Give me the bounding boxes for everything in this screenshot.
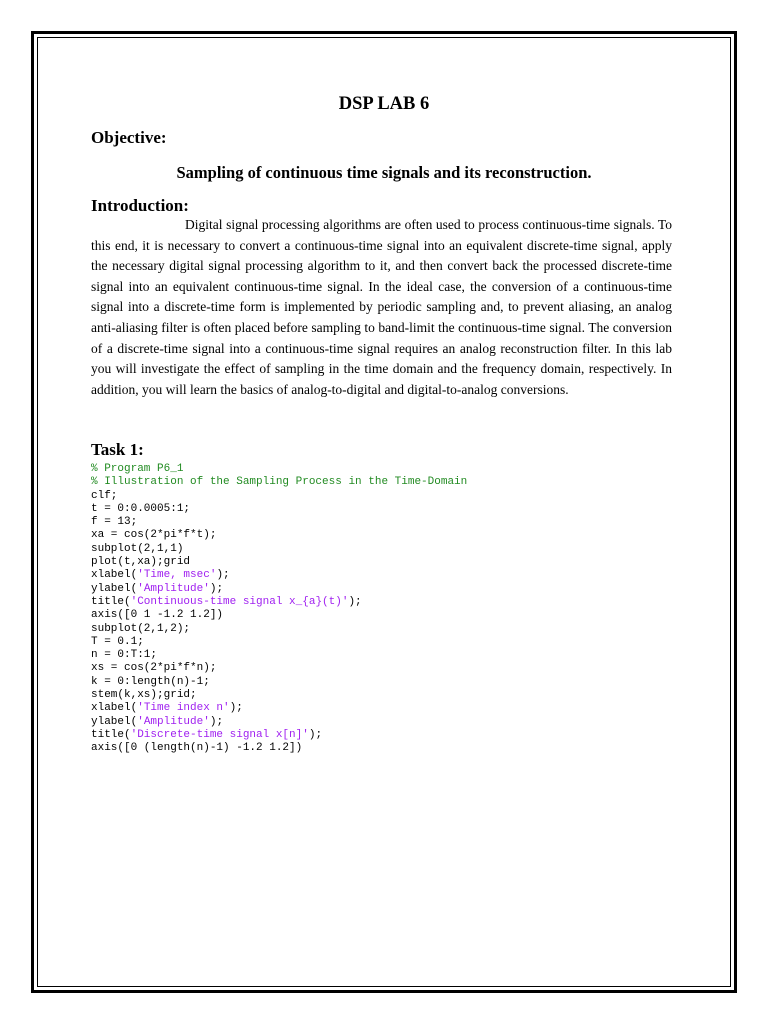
code-line <box>91 742 467 755</box>
code-text: subplot(2,1,1) <box>91 542 184 555</box>
task1-heading: Task 1: <box>91 440 144 459</box>
code-line <box>91 636 467 649</box>
code-text: axis([0 (length(n)-1) -1.2 1.2]) <box>91 742 303 755</box>
code-string: 'Time index n' <box>137 702 230 715</box>
code-listing <box>91 463 467 756</box>
code-line <box>91 662 467 675</box>
code-text: stem(k,xs);grid; <box>91 689 197 702</box>
introduction-paragraph <box>91 215 672 400</box>
code-line <box>91 729 467 742</box>
code-text: ylabel( <box>91 715 138 728</box>
code-text: xlabel( <box>91 702 138 715</box>
code-line <box>91 476 467 489</box>
code-string: 'Amplitude' <box>137 715 210 728</box>
code-text: xs = cos(2*pi*f*n); <box>91 662 217 675</box>
code-line <box>91 609 467 622</box>
code-line <box>91 702 467 715</box>
code-line <box>91 490 467 503</box>
code-string: 'Time, msec' <box>137 569 217 582</box>
code-text: ); <box>209 715 224 728</box>
code-line <box>91 543 467 556</box>
code-text: title( <box>91 595 131 608</box>
code-line <box>91 516 467 529</box>
code-text: ); <box>216 569 230 582</box>
code-line <box>91 676 467 689</box>
code-text: subplot(2,1,2); <box>91 622 191 635</box>
code-line <box>91 689 467 702</box>
code-text: plot(t,xa);grid <box>91 556 191 569</box>
code-line <box>91 623 467 636</box>
code-string: 'Continuous-time signal x_{a}(t)' <box>130 595 349 608</box>
code-text: ); <box>348 595 362 608</box>
code-line <box>91 463 467 476</box>
code-text: ); <box>308 728 323 741</box>
objective-text: Sampling of continuous time signals and its reconstruction. <box>176 163 592 182</box>
code-text: k = 0:length(n)-1; <box>91 675 210 688</box>
code-text: T = 0.1; <box>91 635 144 648</box>
code-text: ); <box>209 582 224 595</box>
code-string: 'Discrete-time signal x[n]' <box>130 728 309 741</box>
introduction-text: Digital signal processing algorithms are often used to process continuous-time signals. To this end, it is necessary to convert a continuous-time signal into an equivalent discrete-time signal, apply the necessary digital signal processing algorithm to it, and then convert back the processed discrete-time signal into an equivalent continuous-time signal. In the ideal case, the conversion of a continuous-time signal into a discrete-time form is implemented by periodic sampling and, to prevent aliasing, an analog anti-aliasing filter is often placed before sampling to band-limit the continuous-time signal. The conversion of a discrete-time signal into a continuous-time signal requires an analog reconstruction filter. In this lab you will investigate the effect of sampling in the time domain and the frequency domain, respectively. In addition, you will learn the basics of analog-to-digital and digital-to-analog conversions. <box>91 217 672 397</box>
code-text: ylabel( <box>91 582 138 595</box>
code-text: t = 0:0.0005:1; <box>91 502 191 515</box>
code-text: clf; <box>91 489 118 502</box>
code-line <box>91 503 467 516</box>
code-line <box>91 649 467 662</box>
code-line <box>91 716 467 729</box>
code-text: axis([0 1 -1.2 1.2]) <box>91 609 224 622</box>
page-title: DSP LAB 6 <box>338 94 430 114</box>
code-text: xa = cos(2*pi*f*t); <box>91 529 217 542</box>
introduction-heading: Introduction: <box>91 196 189 215</box>
code-line <box>91 569 467 582</box>
code-text: xlabel( <box>91 569 138 582</box>
code-text: f = 13; <box>91 516 138 529</box>
objective-heading: Objective: <box>91 128 167 147</box>
code-string: 'Amplitude' <box>137 582 210 595</box>
code-line <box>91 556 467 569</box>
code-text: title( <box>91 728 131 741</box>
code-comment: % Illustration of the Sampling Process in the Time-Domain <box>91 476 468 489</box>
code-line <box>91 529 467 542</box>
code-line <box>91 596 467 609</box>
code-line <box>91 583 467 596</box>
code-text: ); <box>229 702 243 715</box>
code-comment: % Program P6_1 <box>91 463 184 475</box>
code-text: n = 0:T:1; <box>91 649 158 662</box>
